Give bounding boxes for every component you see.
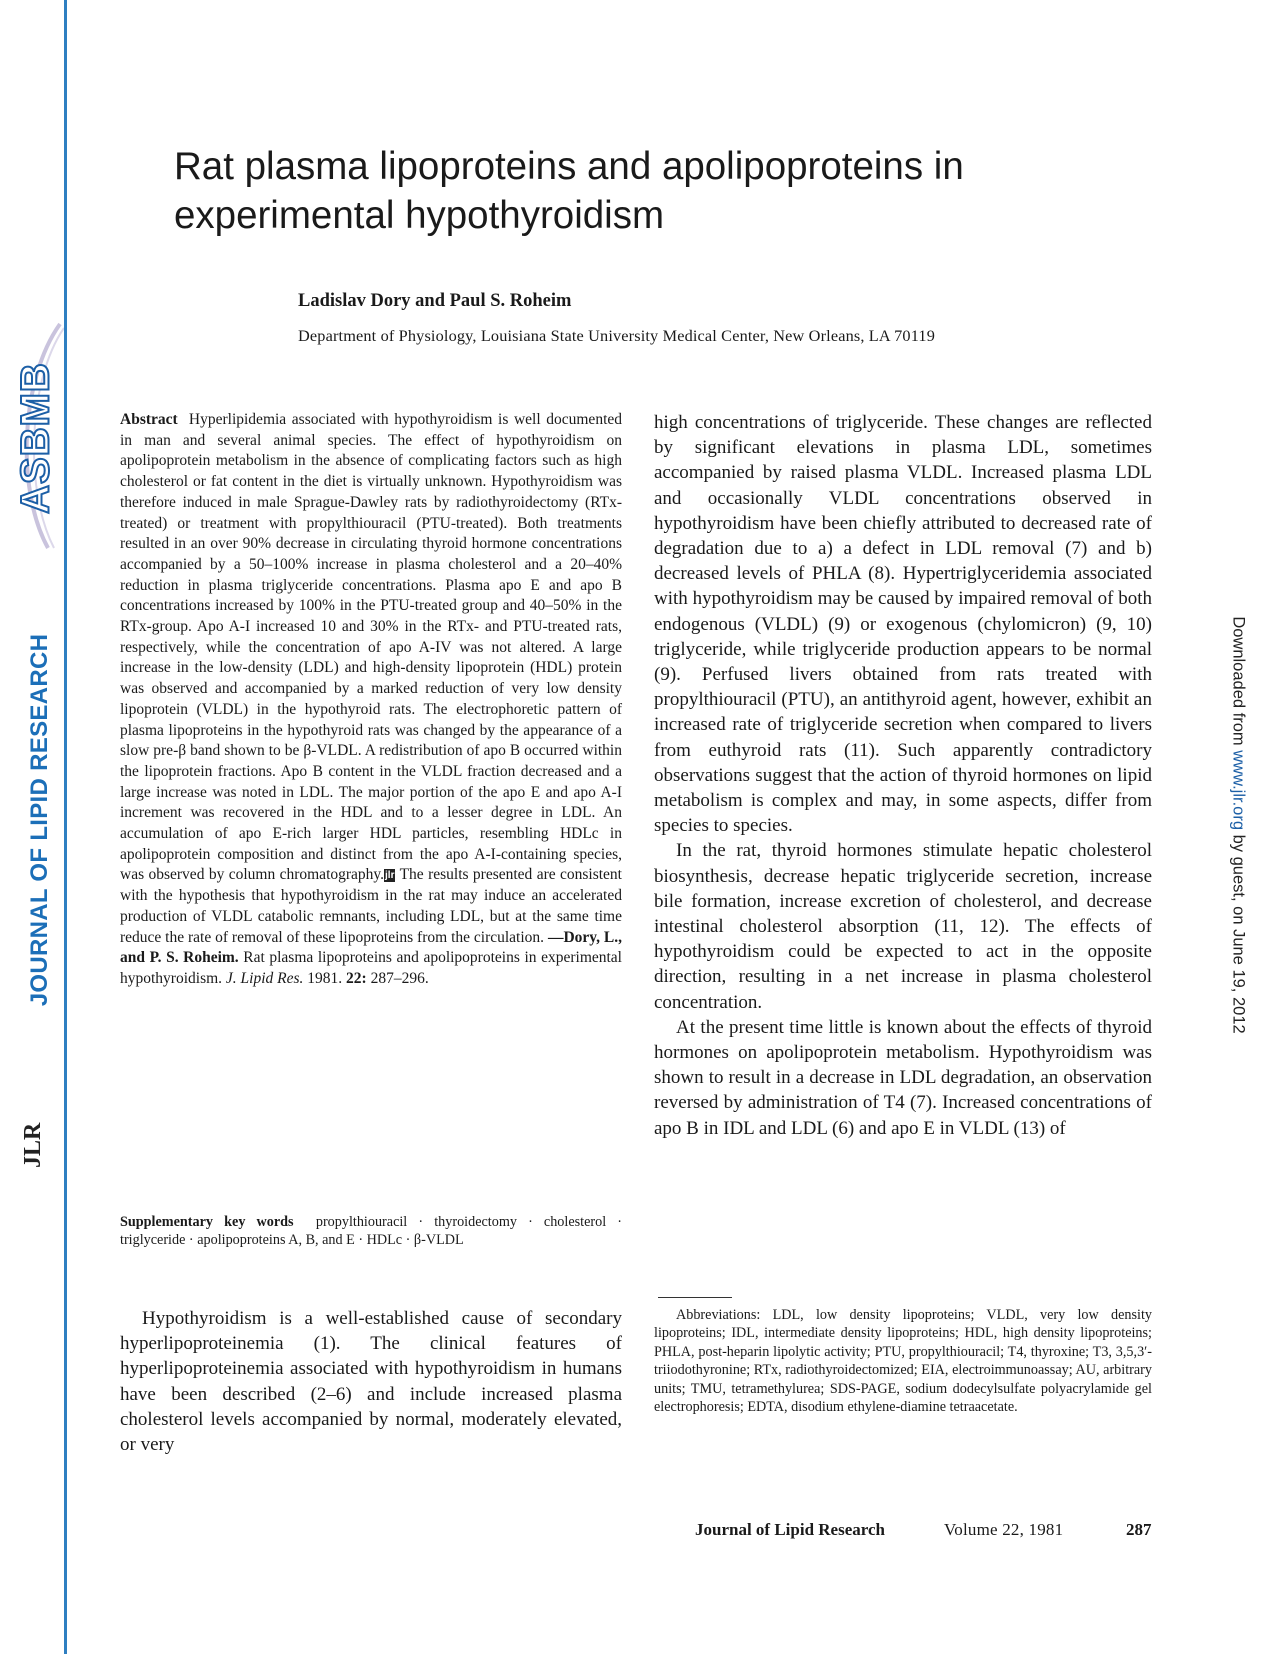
download-suffix: by guest, on June 19, 2012	[1229, 830, 1248, 1034]
keywords-label: Supplementary key words	[120, 1214, 294, 1230]
download-prefix: Downloaded from	[1229, 616, 1248, 751]
left-margin-rule	[64, 0, 67, 1654]
introduction-paragraph: Hypothyroidism is a well-established cause of secondary hyperlipoproteinemia (1). The clinical features of hyperlipoproteinemia associated with hypothyroidism in humans have been described (2–6) and include increased plasma cholesterol levels accompanied by normal, moderately elevated, or very	[120, 1308, 622, 1456]
download-notice	[1229, 616, 1248, 1033]
citation-authors: —Dory, L., and P. S. Roheim.	[120, 928, 623, 967]
abbreviations-footnote: Abbreviations: LDL, low density lipoproteins; VLDL, very low density lipoproteins; IDL, intermediate density lipoproteins; HDL, high density lipoproteins; PHLA, post-heparin lipolytic activity; PTU, propylthiouracil; T4, thyroxine; T3, 3,5,3′-triiodothyronine; RTx, radiothyroidectomized; EIA, electroimmunoassay; AU, arbitrary units; TMU, tetramethylurea; SDS-PAGE, sodium dodecylsulfate polyacrylamide gel electrophoresis; EDTA, disodium ethylene-diamine tetraacetate.	[654, 1307, 1152, 1416]
journal-name-vertical: JOURNAL OF LIPID RESEARCH	[26, 633, 53, 1007]
keywords-text: propylthiouracil · thyroidectomy · cholesterol · triglyceride · apolipoproteins A, B, and E · HDLc · β-VLDL	[120, 1214, 623, 1248]
abstract-label: Abstract	[120, 411, 178, 428]
right-paragraph-1: high concentrations of triglyceride. These changes are reflected by significant elevations in plasma LDL, sometimes accompanied by raised plasma VLDL. Increased plasma LDL and occasionally VLDL concentrations observed in hypothyroidism have been chiefly attributed to decreased rate of degradation due to a) a defect in LDL removal (7) and b) decreased levels of PHLA (8). Hypertriglyceridemia associated with hypothyroidism may be caused by impaired removal of both endogenous (VLDL) (9) or exogenous (chylomicron) (9, 10) triglyceride, while triglyceride production appears to be normal (9). Perfused livers obtained from rats treated with propylthiouracil (PTU), an antithyroid agent, however, exhibit an increased rate of triglyceride secretion when compared to livers from euthyroid rats (11). Such apparently contradictory observations suggest that the action of thyroid hormones on lipid metabolism is complex and may, in some aspects, differ from species to species.	[654, 412, 1152, 837]
right-paragraph-3: At the present time little is known about the effects of thyroid hormones on apolipoprotein metabolism. Hypothyroidism was shown to result in a decrease in LDL degradation, an observation reversed by administration of T4 (7). Increased concentrations of apo B in IDL and LDL (6) and apo E in VLDL (13) of	[654, 1016, 1152, 1139]
citation-journal: J. Lipid Res.	[225, 969, 304, 987]
citation-year: 1981.	[303, 969, 347, 987]
jlr-logo: JLR	[20, 1122, 46, 1168]
authors: Ladislav Dory and Paul S. Roheim	[298, 291, 572, 311]
abstract-text-1: Hyperlipidemia associated with hypothyroidism is well documented in man and several animal species. The effect of hypothyroidism on apolipoprotein metabolism in the absence of complicating factors such as high cholesterol or fat content in the diet is virtually unknown. Hypothyroidism was therefore induced in male Sprague-Dawley rats by radiothyroidectomy (RTx-treated) or treatment with propylthiouracil (PTU-treated). Both treatments resulted in an over 90% decrease in circulating thyroid hormone concentrations accompanied by a 50–100% increase in plasma cholesterol and a 20–40% reduction in plasma triglyceride concentrations. Plasma apo E and apo B concentrations increased by 100% in the PTU-treated group and 40–50% in the RTx-group. Apo A-I increased 10 and 30% in the RTx- and PTU-treated rats, respectively, while the concentration of apo A-IV was not altered. A large increase in the low-density (LDL) and high-density lipoprotein (HDL) protein was observed and accompanied by a marked reduction of very low density lipoprotein (VLDL) in the hypothyroid rats. The electrophoretic pattern of plasma lipoproteins in the hypothyroid rats was changed by the appearance of a slow pre-β band shown to be β-VLDL. A redistribution of apo B occurred within the lipoprotein fractions. Apo B content in the VLDL fraction decreased and a large increase was noted in LDL. The major portion of the apo E and apo A-I increment was recovered in the HDL and to a lesser degree in LDL. An accumulation of apo E-rich larger HDL particles, resembling HDLc in apolipoprotein composition and distinct from the apo A-I-containing species, was observed by column chromatography.	[120, 411, 623, 884]
jlr-website-link[interactable]: www.jlr.org	[1229, 750, 1248, 831]
right-column	[654, 410, 1152, 1141]
citation-pages: 287–296.	[366, 969, 429, 987]
abstract-text-2: The results presented are consistent with the hypothesis that hypothyroidism in the rat may induce an accelerated production of VLDL catabolic remnants, including LDL, but at the same time reduce the rate of removal of these lipoproteins from the circulation.	[120, 866, 622, 946]
supplementary-keywords	[120, 1214, 622, 1250]
asbmb-logo	[8, 320, 64, 550]
citation-volume: 22:	[346, 969, 367, 987]
footnote-divider	[658, 1297, 732, 1298]
footer-volume: Volume 22, 1981	[944, 1520, 1064, 1539]
affiliation: Department of Physiology, Louisiana State University Medical Center, New Orleans, LA 70119	[298, 326, 935, 345]
citation-title: Rat plasma lipoproteins and apolipoproteins in experimental hypothyroidism.	[120, 949, 622, 987]
footer-journal-name: Journal of Lipid Research	[695, 1520, 886, 1539]
abstract	[120, 410, 622, 990]
right-paragraph-2: In the rat, thyroid hormones stimulate hepatic cholesterol biosynthesis, decrease hepatic triglyceride secretion, increase bile formation, increase excretion of cholesterol, and decrease intestinal cholesterol absorption (11, 12). The effects of hypothyroidism could be expected to act in the opposite direction, resulting in a net increase in plasma cholesterol concentration.	[654, 840, 1152, 1013]
article-title: Rat plasma lipoproteins and apolipoproteins in experimental hypothyroidism	[174, 145, 964, 237]
jlr-supplement-badge: jlr	[385, 870, 395, 882]
page-number: 287	[1126, 1520, 1152, 1539]
asbmb-logo-text: ASBMB	[13, 362, 58, 514]
